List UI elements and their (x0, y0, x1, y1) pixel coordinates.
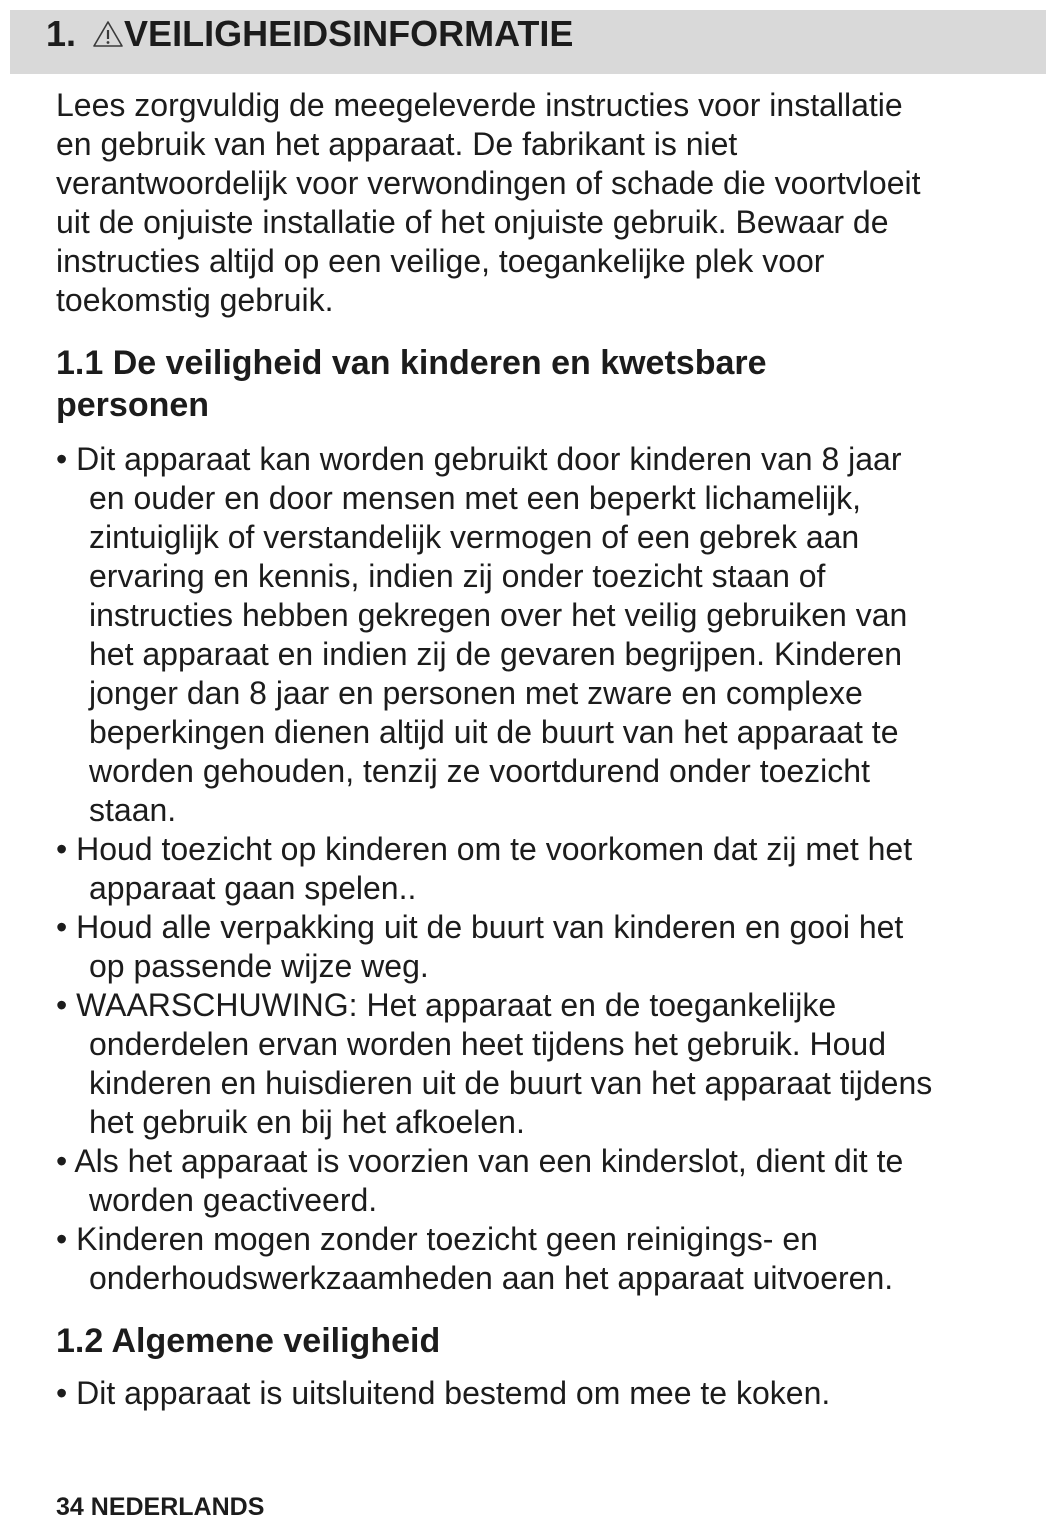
list-item (56, 908, 1051, 986)
list-item-line: zintuiglijk of verstandelijk vermogen of een gebrek aan (89, 519, 860, 555)
list-item (56, 1142, 1051, 1220)
heading-line: 1.1 De veiligheid van kinderen en kwetsbare (56, 344, 767, 382)
list-item (56, 830, 1051, 908)
list-item-line: staan. (89, 792, 177, 828)
list-item-line: jonger dan 8 jaar en personen met zware en complexe (89, 675, 863, 711)
list-item-line: • Houd toezicht op kinderen om te voorkomen dat zij met het (56, 831, 913, 867)
list-item-line: en ouder en door mensen met een beperkt lichamelijk, (89, 480, 861, 516)
intro-line: instructies altijd op een veilige, toegankelijke plek voor (56, 243, 825, 279)
list-item-line: worden gehouden, tenzij ze voortdurend onder toezicht (89, 753, 870, 789)
list-item-line: beperkingen dienen altijd uit de buurt van het apparaat te (89, 714, 899, 750)
list-item-line: • Als het apparaat is voorzien van een kinderslot, dient dit te (56, 1143, 904, 1179)
intro-line: en gebruik van het apparaat. De fabrikant is niet (56, 126, 738, 162)
intro-line: toekomstig gebruik. (56, 282, 334, 318)
list-item-line: het gebruik en bij het afkoelen. (89, 1104, 525, 1140)
intro-line: verantwoordelijk voor verwondingen of schade die voortvloeit (56, 165, 921, 201)
list-item-line: kinderen en huisdieren uit de buurt van het apparaat tijdens (89, 1065, 933, 1101)
list-item-line: • Houd alle verpakking uit de buurt van kinderen en gooi het (56, 909, 904, 945)
children-safety-list (56, 440, 1051, 1298)
list-item-line: ervaring en kennis, indien zij onder toezicht staan of (89, 558, 826, 594)
list-item (56, 1374, 1051, 1413)
warning-triangle-icon (92, 20, 124, 48)
general-safety-list (56, 1374, 1051, 1413)
list-item (56, 1220, 1051, 1298)
section-title (46, 14, 573, 54)
list-item-line: onderhoudswerkzaamheden aan het apparaat uitvoeren. (89, 1260, 894, 1296)
list-item-line: • Dit apparaat kan worden gebruikt door kinderen van 8 jaar (56, 441, 902, 477)
list-item (56, 986, 1051, 1142)
intro-paragraph (56, 86, 1046, 320)
list-item-line: apparaat gaan spelen.. (89, 870, 417, 906)
section-number: 1. (46, 13, 77, 54)
intro-line: Lees zorgvuldig de meegeleverde instructies voor installatie (56, 87, 903, 123)
list-item (56, 440, 1051, 830)
subsection-heading-children-safety (56, 342, 767, 426)
list-item-line: • Dit apparaat is uitsluitend bestemd om mee te koken. (56, 1375, 831, 1411)
section-title-text: VEILIGHEIDSINFORMATIE (124, 13, 574, 54)
page-number: 34 (56, 1493, 84, 1521)
intro-line: uit de onjuiste installatie of het onjuiste gebruik. Bewaar de (56, 204, 889, 240)
list-item-line: het apparaat en indien zij de gevaren begrijpen. Kinderen (89, 636, 903, 672)
list-item-line: instructies hebben gekregen over het veilig gebruiken van (89, 597, 908, 633)
heading-line: personen (56, 386, 210, 424)
list-item-line: • Kinderen mogen zonder toezicht geen reinigings- en (56, 1221, 818, 1257)
footer-language: NEDERLANDS (90, 1493, 265, 1521)
list-item-line: onderdelen ervan worden heet tijdens het gebruik. Houd (89, 1026, 886, 1062)
list-item-line: op passende wijze weg. (89, 948, 429, 984)
list-item-line: worden geactiveerd. (89, 1182, 378, 1218)
list-item-line: • WAARSCHUWING: Het apparaat en de toegankelijke (56, 987, 837, 1023)
subsection-heading-general-safety: 1.2 Algemene veiligheid (56, 1322, 441, 1360)
page-footer (56, 1492, 264, 1522)
